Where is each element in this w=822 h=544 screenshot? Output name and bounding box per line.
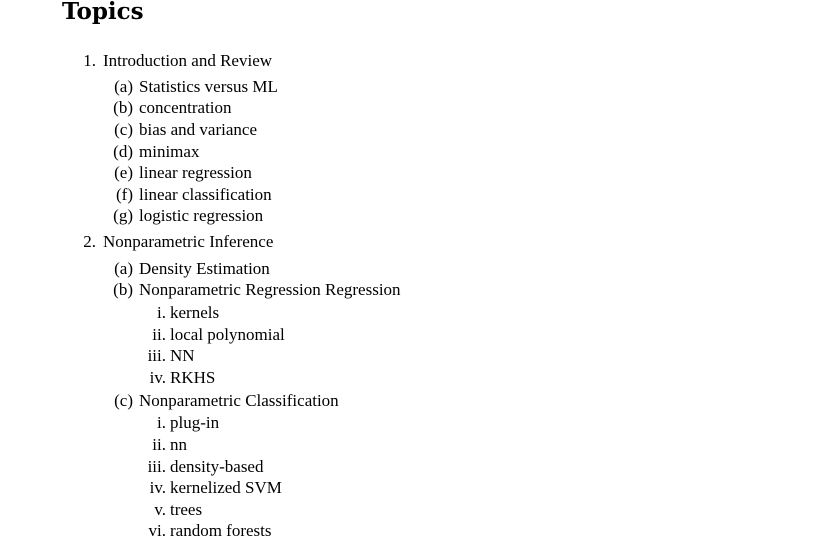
subtopic-text: logistic regression: [139, 206, 264, 225]
subtopic-text: concentration: [139, 98, 232, 117]
item-label: i.: [157, 303, 166, 322]
item-text: NN: [170, 346, 195, 365]
subtopic-label: (c): [114, 391, 133, 410]
subtopic-text: Nonparametric Classification: [139, 391, 339, 410]
item-text: nn: [170, 435, 187, 454]
item-label: iv.: [149, 478, 166, 497]
subtopic-label: (b): [113, 98, 133, 117]
item-text: random forests: [170, 521, 272, 540]
item-text: plug-in: [170, 413, 220, 432]
subtopic-label: (e): [114, 163, 133, 182]
subtopic-text: Nonparametric Regression Regression: [139, 280, 401, 299]
subtopic-text: linear classification: [139, 185, 272, 204]
item-label: ii.: [152, 435, 166, 454]
topic-title: Nonparametric Inference: [103, 232, 274, 251]
topic-title: Introduction and Review: [103, 51, 273, 70]
item-text: kernels: [170, 303, 220, 322]
item-label: i.: [157, 413, 166, 432]
item-text: kernelized SVM: [170, 478, 282, 497]
item-label: iv.: [149, 368, 166, 387]
subtopic-label: (g): [113, 206, 133, 225]
item-text: density-based: [170, 457, 264, 476]
subtopic-label: (d): [113, 142, 133, 161]
item-label: vi.: [148, 521, 166, 540]
subtopic-text: linear regression: [139, 163, 252, 182]
subtopic-label: (f): [116, 185, 133, 204]
subtopic-text: bias and variance: [139, 120, 257, 139]
topic-number: 2.: [83, 232, 96, 251]
subtopic-text: Statistics versus ML: [139, 77, 278, 96]
subtopic-label: (a): [114, 259, 133, 278]
subtopic-label: (b): [113, 280, 133, 299]
subtopic-text: minimax: [139, 142, 200, 161]
topic-number: 1.: [83, 51, 96, 70]
subtopic-label: (c): [114, 120, 133, 139]
section-heading: Topics: [62, 0, 144, 25]
item-text: RKHS: [170, 368, 216, 387]
item-text: local polynomial: [170, 325, 285, 344]
item-label: iii.: [147, 346, 166, 365]
item-text: trees: [170, 500, 203, 519]
item-label: v.: [154, 500, 166, 519]
item-label: ii.: [152, 325, 166, 344]
subtopic-text: Density Estimation: [139, 259, 270, 278]
subtopic-label: (a): [114, 77, 133, 96]
item-label: iii.: [147, 457, 166, 476]
